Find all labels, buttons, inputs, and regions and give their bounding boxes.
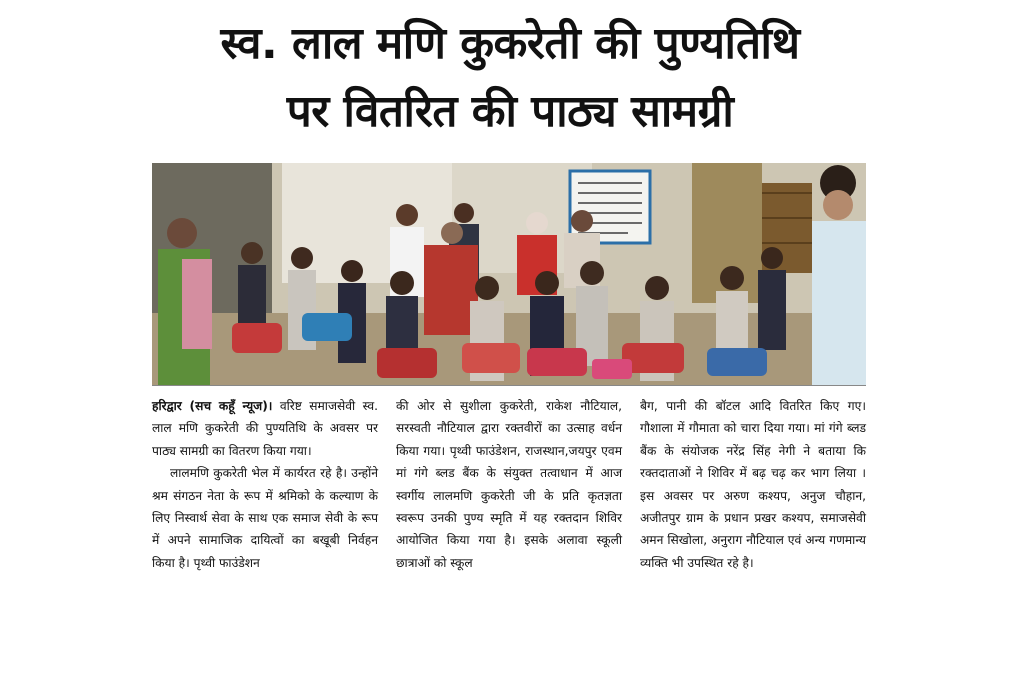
photo-illustration (152, 163, 866, 385)
paragraph-1 (152, 395, 378, 462)
headline-line-2: पर वितरित की पाठ्य सामग्री (286, 86, 734, 137)
paragraph-2: लालमणि कुकरेती भेल में कार्यरत रहे है। उन्होंने श्रम संगठन नेता के रूप में श्रमिको के कल्याण के लिए निस्वार्थ सेवा के साथ एक समाज सेवी के रूप में अपने सामाजिक दायित्वों का बखूबी निर्वहन किया है। पृथ्वी फाउंडेशन (152, 466, 378, 570)
man-figure (812, 221, 866, 385)
article-headline (140, 10, 880, 146)
paragraph-4: बैग, पानी की बॉटल आदि वितरित किए गए। गौशाला में गौमाता को चारा दिया गया। मां गंगे ब्लड बैंक के संयोजक नरेंद्र सिंह नेगी ने बताया कि रक्तदाताओं ने शिविर में बढ़ चढ़ कर भाग लिया । इस अवसर पर अरुण कश्यप, अनुज चौहान, अजीतपुर ग्राम के प्रधान प्रखर कश्यप, समाजसेवी अमन सिखोला, अनुराग नौटियाल एवं अन्य गणमान्य व्यक्ति भी उपस्थित रहे है। (640, 399, 866, 570)
paragraph-3: की ओर से सुशीला कुकरेती, राकेश नौटियाल, सरस्वती नौटियाल द्वारा रक्तवीरों का उत्साह वर्धन किया गया। पृथ्वी फाउंडेशन, राजस्थान,जयपुर एवम मां गंगे ब्लड बैंक के संयुक्त तत्वाधान में आज स्वर्गीय लालमणि कुकरेती जी के प्रति कृतज्ञता स्वरूप उनकी पुण्य स्मृति में यह रक्तदान शिविर आयोजित किया गया है। इसके अलावा स्कूली छात्राओं को स्कूल (396, 399, 622, 570)
paragraph-1-text: वरिष्ट समाजसेवी स्व. लाल मणि कुकरेती की पुण्यतिथि के अवसर पर पाठ्य सामग्री का वितरण किया गया। (152, 399, 378, 458)
dateline: हरिद्वार (सच कहूँ न्यूज)। (152, 399, 273, 413)
headline-line-1: स्व. लाल मणि कुकरेती की पुण्यतिथि (220, 18, 800, 69)
news-photo (152, 163, 866, 386)
article-column-1 (152, 395, 378, 574)
article-body (152, 395, 866, 675)
article-column-3 (640, 395, 866, 574)
article-column-2 (396, 395, 622, 574)
